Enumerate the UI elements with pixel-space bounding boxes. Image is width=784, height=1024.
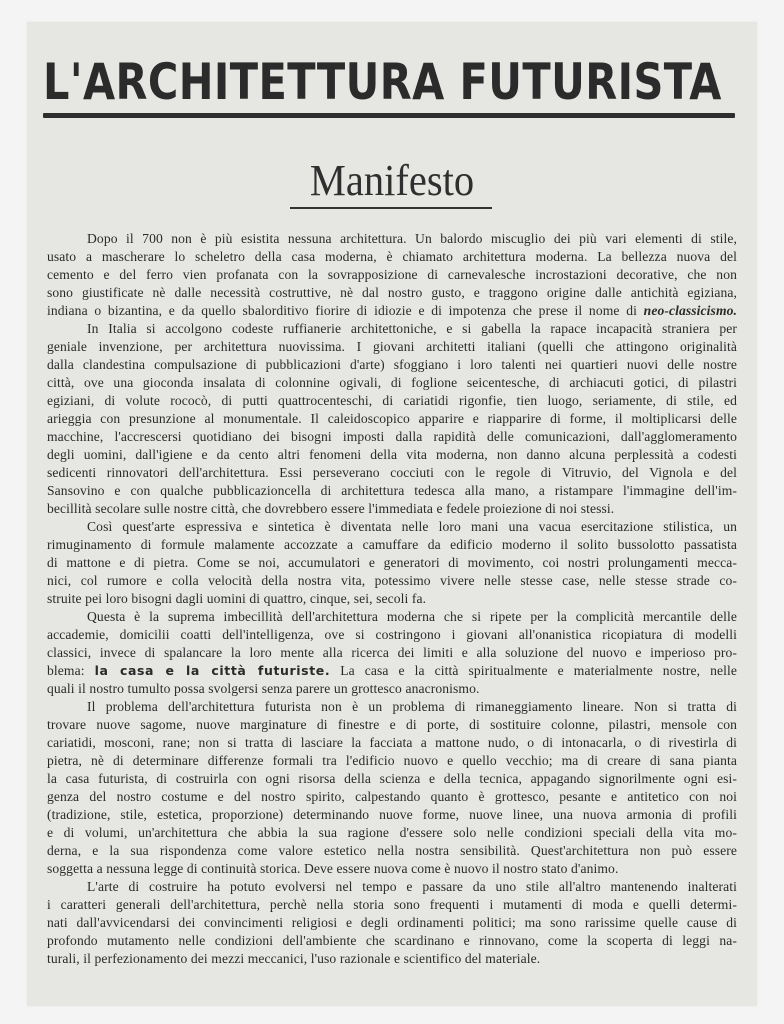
text-line: geniale invenzione, per architettura nuovissima. I giovani architetti italiani (quelli che attingono originalità — [47, 339, 737, 354]
text-line: quali il nostro tumulto possa svolgersi senza parere un grottesco anacronismo. — [47, 681, 480, 696]
text-segment: La casa e la città spiritualmente e materialmente nostre, nelle — [340, 663, 738, 678]
paragraph-1 — [47, 230, 737, 320]
text-line: Sansovino e con qualche pubblicazioncella di architettura tedesca alla mano, a ristampare l'immagine dell'im- — [47, 483, 737, 498]
text-line: cemento e del ferro vien profanata con la sovrapposizione di carnevalesche incrostazioni decorative, che non — [47, 267, 737, 282]
text-line: cariatidi, mosconi, rane; non si tratta di lasciare la facciata a mattone nudo, o di intonacarla, o di rivestirla di — [47, 735, 737, 750]
document-title: L'ARCHITETTURA FUTURISTA — [43, 53, 722, 111]
text-line: Dopo il 700 non è più esistita nessuna architettura. Un balordo miscuglio dei più vari elementi di stile, — [87, 231, 737, 246]
text-line: struite pei loro bisogni dagli uomini di quattro, cinque, sei, secoli fa. — [47, 591, 427, 606]
text-line: profondo mutamento nelle condizioni dell'ambiente che scardinano e rinnovano, come la scoperta di leggi na- — [47, 933, 737, 948]
paragraph-3 — [47, 518, 737, 608]
text-line: egiziani, di volute rococò, di putti quattrocenteschi, di cariatidi rigonfie, tien luogo, seriamente, di stile, ed — [47, 393, 737, 408]
text-line: In Italia si accolgono codeste ruffianerie architettoniche, e si gabella la rapace incapacità straniera per — [87, 321, 737, 336]
text-line: accademie, domicilii coatti dell'intelligenza, ove si costringono i giovani all'onanistica ricopiatura di modelli — [47, 627, 737, 642]
document-subtitle: Manifesto — [309, 156, 475, 205]
text-segment: indiana o bizantina, e da quello sbalorditivo fiorire di idiozie e di impotenza che prese il nome di — [47, 303, 637, 318]
text-line: nici, col rumore e colla velocità della nostra vita, potessimo vivere nelle stesse case, nelle stesse strade co- — [47, 573, 737, 588]
text-line: trovare nuove sagome, nuove marginature di finestre e di porte, di sostituire colonne, pilastri, mensole con — [47, 717, 737, 732]
emphasis-casa-citta-futuriste: la casa e la città futuriste. — [94, 663, 331, 678]
text-line: turali, il perfezionamento dei mezzi meccanici, l'uso razionale e scientifico del materiale. — [47, 951, 541, 966]
text-line: Così quest'arte espressiva e sintetica è diventata nelle loro mani una vacua esercitazione stilistica, un — [87, 519, 737, 534]
paragraph-4 — [47, 608, 737, 698]
subtitle-underline — [290, 207, 492, 209]
text-line: città, ove una gioconda insalata di colonnine ogivali, di foglione seicentesche, di archiacuti gotici, di pilastri — [47, 375, 737, 390]
text-line: rimuginamento di formule malamente accozzate a camuffare da edificio moderno il solito bussolotto passatista — [47, 537, 737, 552]
text-line: soggetta a nessuna legge di continuità storica. Deve essere nuova come è nuovo il nostro stato d'animo. — [47, 861, 619, 876]
text-line: la casa futurista, di costruirla con ogni risorsa della scienza e della tecnica, appagando signorilmente ogni esi- — [47, 771, 737, 786]
text-segment: blema: — [47, 663, 85, 678]
text-line: e di volumi, un'architettura che abbia la sua ragione d'essere solo nelle condizioni speciali della vita mo- — [47, 825, 737, 840]
text-line: di mattone e di pietra. Come se noi, accumulatori e generatori di movimento, coi nostri prolungamenti mecca- — [47, 555, 737, 570]
text-line: genza del nostro costume e del nostro spirito, calpestando quanto è grottesco, pesante e antitetico con noi — [47, 789, 737, 804]
paragraph-5 — [47, 698, 737, 878]
title-underline — [43, 113, 735, 118]
text-line: classici, invece di spalancare la loro mente alla ricerca dei limiti e alla soluzione del nuovo e imperioso pro- — [47, 645, 737, 660]
text-line: Questa è la suprema imbecillità dell'architettura moderna che si ripete per la complicità mercantile delle — [87, 609, 737, 624]
manifesto-page — [27, 22, 757, 1006]
text-line: sedicenti rinnovatori dell'architettura. Essi perseverano cocciuti con le regole di Vitruvio, del Vignola e del — [47, 465, 737, 480]
paragraph-2 — [47, 320, 737, 518]
text-line: nati dall'avvicendarsi dei convincimenti religiosi e degli ordinamenti politici; ma sono rarissime quelle cause di — [47, 915, 737, 930]
text-line: i caratteri generali dell'architettura, perchè nella storia sono frequenti i mutamenti di moda e quelli determi- — [47, 897, 737, 912]
text-line: becillità secolare sulle nostre città, che dovrebbero essere l'immediata e fedele proiezione di noi stessi. — [47, 501, 615, 516]
text-line: (tradizione, stile, estetica, proporzione) determinando nuove forme, nuove linee, una nuova armonia di profili — [47, 807, 737, 822]
text-line: derna, e la sua rispondenza come valore estetico nella nostra sensibilità. Quest'architettura non può essere — [47, 843, 737, 858]
emphasis-neo-classicismo: neo-classicismo. — [643, 303, 738, 318]
text-line: dalla clandestina compulsazione di pubblicazioni d'arte) sfoggiano i loro talenti nei quartieri nuovi delle nostre — [47, 357, 737, 372]
text-line: macchine, l'accrescersi quotidiano dei bisogni imposti dalla rapidità delle comunicazioni, dall'agglomeramento — [47, 429, 737, 444]
text-line — [47, 662, 737, 680]
text-line: usato a mascherare lo scheletro della casa moderna, è chiamato architettura moderna. La bellezza nuova del — [47, 249, 737, 264]
text-line: arieggia con presunzione al monumentale. Il caleidoscopico apparire e riapparire di forme, il moltiplicarsi delle — [47, 411, 737, 426]
paragraph-6 — [47, 878, 737, 968]
text-line: L'arte di costruire ha potuto evolversi nel tempo e passare da uno stile all'altro mantenendo inalterati — [87, 879, 737, 894]
manifesto-body — [47, 230, 737, 968]
text-line: sono giustificate nè dalle necessità costruttive, nè dal nostro gusto, e traggono origine dalle antichità egiziana, — [47, 285, 737, 300]
text-line — [47, 302, 737, 320]
text-line: Il problema dell'architettura futurista non è un problema di rimaneggiamento lineare. Non si tratta di — [87, 699, 737, 714]
text-line: pietra, nè di determinare differenze formali tra l'edificio nuovo e quello vecchio; ma di creare di sana pianta — [47, 753, 737, 768]
text-line: degli uomini, dall'igiene e da cento altri fenomeni della vita moderna, non danno alcuna perplessità a codesti — [47, 447, 737, 462]
